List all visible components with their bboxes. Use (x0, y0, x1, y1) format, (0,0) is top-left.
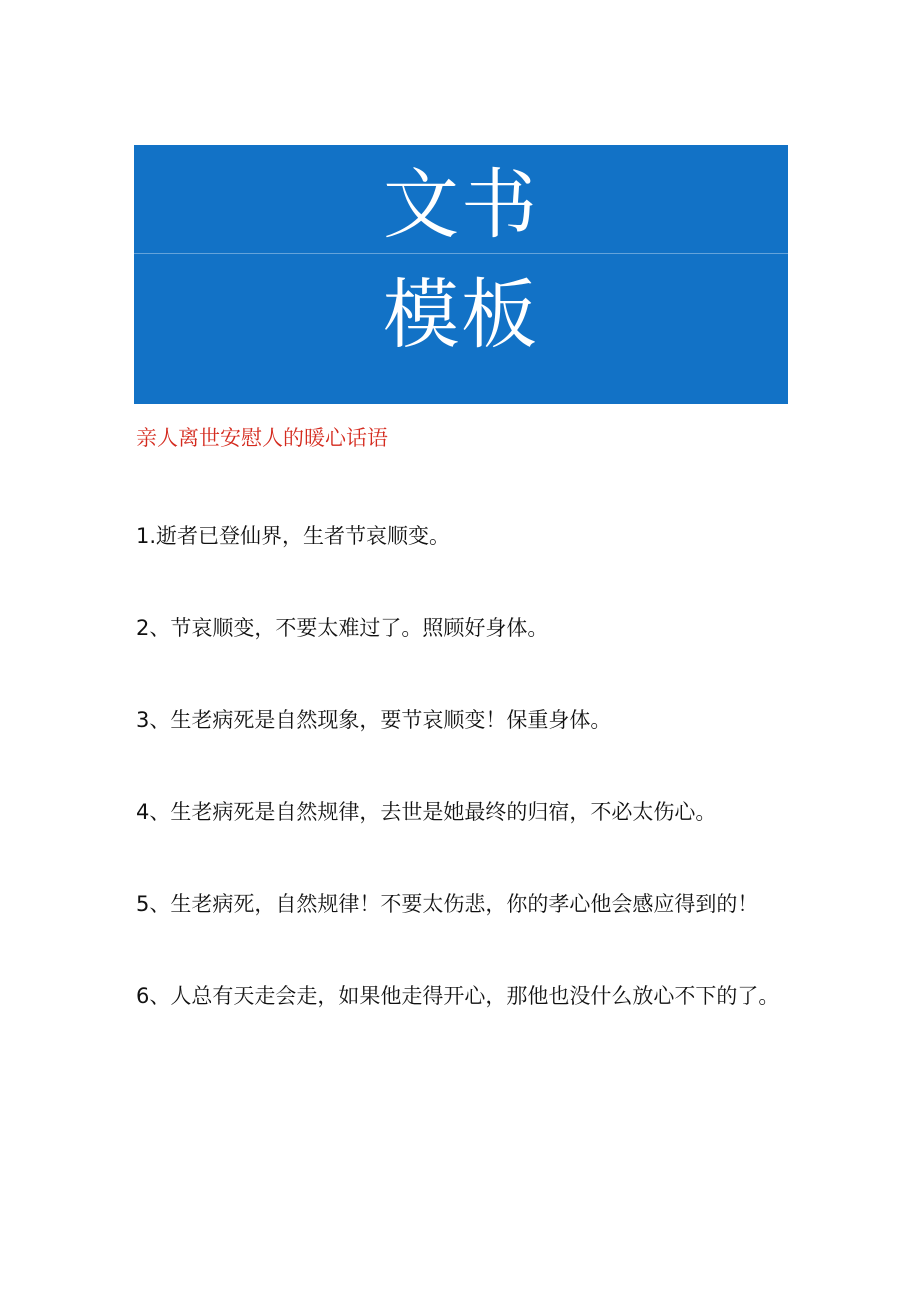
banner-divider (134, 253, 788, 254)
list-item: 1.逝者已登仙界，生者节哀顺变。 (136, 524, 451, 548)
list-item: 5、生老病死，自然规律！不要太伤悲，你的孝心他会感应得到的！ (136, 892, 759, 916)
list-item: 6、人总有天走会走，如果他走得开心，那他也没什么放心不下的了。 (136, 984, 780, 1008)
list-item: 4、生老病死是自然规律，去世是她最终的归宿，不必太伤心。 (136, 800, 717, 824)
banner-title-line-1: 文书 (383, 160, 539, 249)
list-item: 3、生老病死是自然现象，要节哀顺变！保重身体。 (136, 708, 612, 732)
title-banner (134, 145, 788, 404)
banner-title-line-2: 模板 (383, 270, 539, 359)
document-subtitle: 亲人离世安慰人的暖心话语 (136, 426, 388, 450)
list-item: 2、节哀顺变，不要太难过了。照顾好身体。 (136, 616, 549, 640)
message-list (136, 514, 796, 1066)
